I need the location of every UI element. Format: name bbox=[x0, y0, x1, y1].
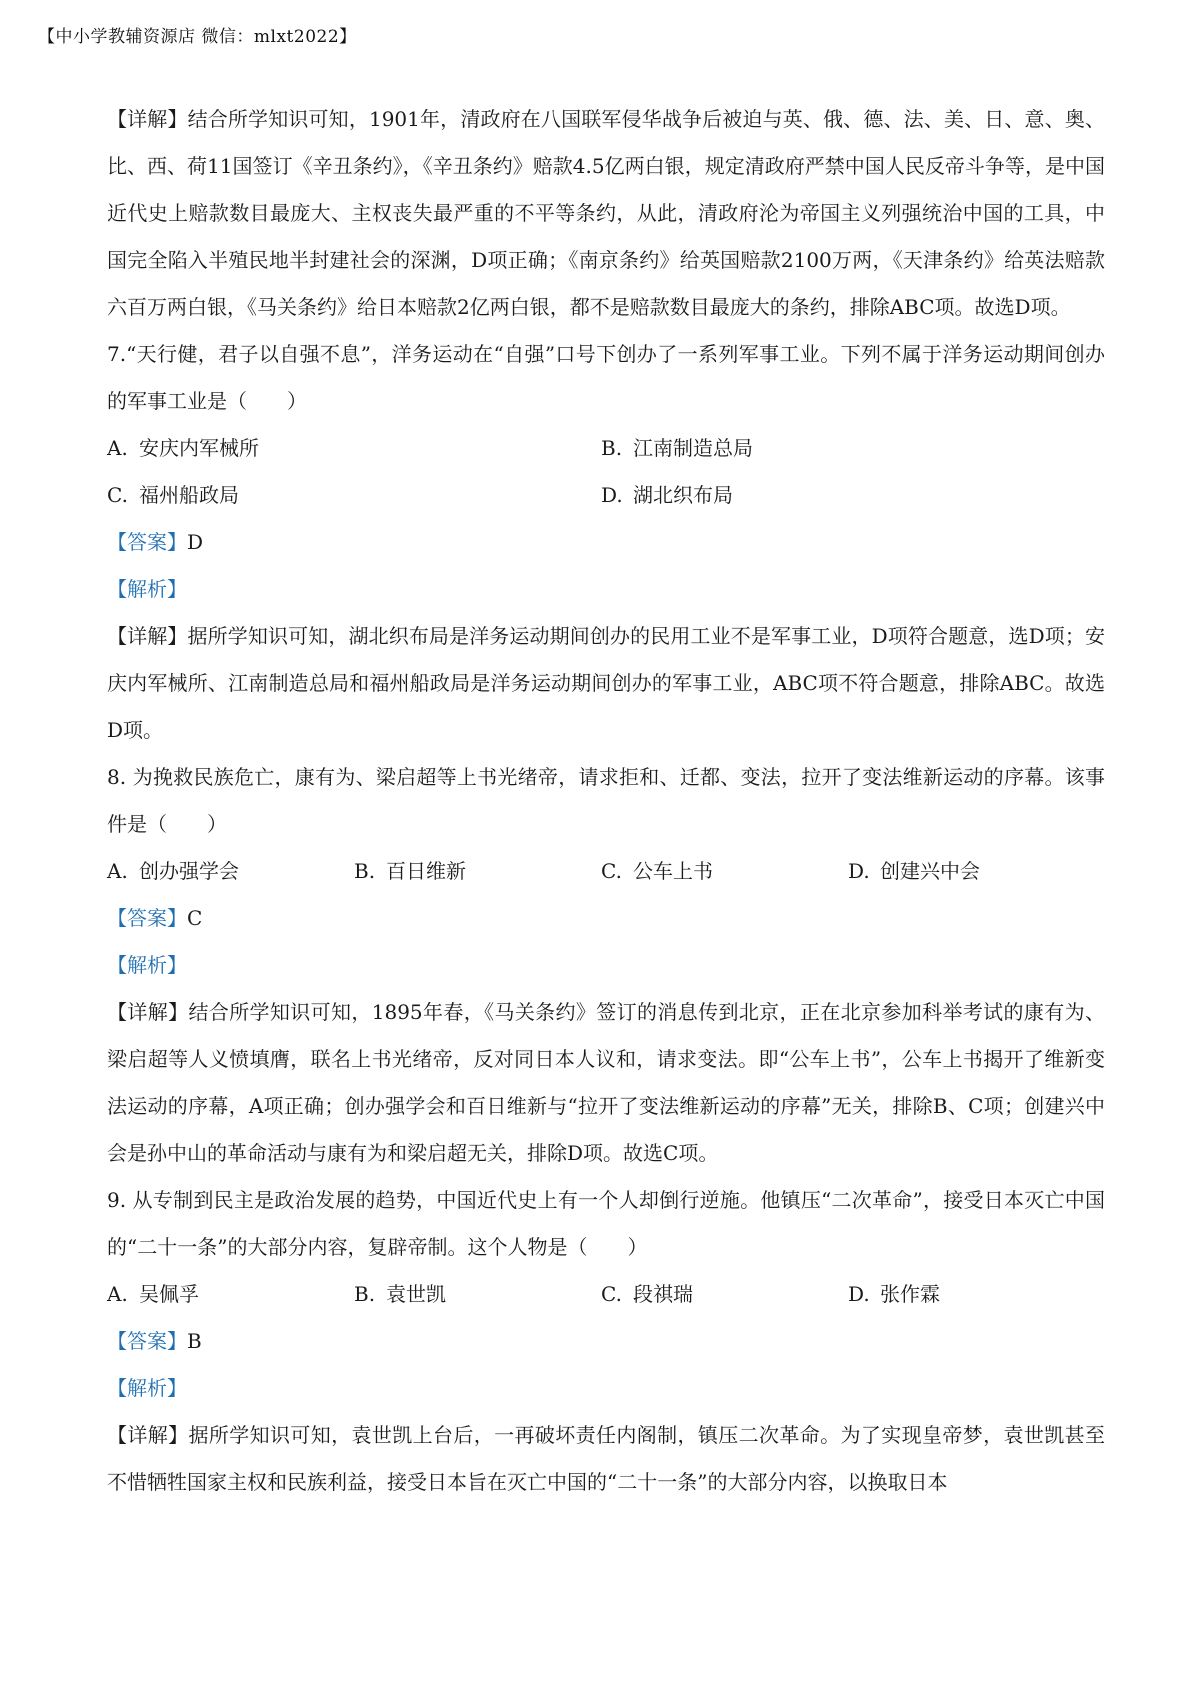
detail-tag: 【详解】 bbox=[107, 624, 188, 648]
option-text: 江南制造总局 bbox=[633, 436, 753, 460]
q8-option-d bbox=[848, 848, 1095, 895]
option-text: 湖北织布局 bbox=[633, 483, 733, 507]
detail-tag: 【详解】 bbox=[107, 1423, 189, 1447]
q9-detail bbox=[107, 1412, 1105, 1506]
option-letter: C. bbox=[107, 483, 128, 507]
option-text: 吴佩孚 bbox=[139, 1282, 199, 1306]
detail-text: 据所学知识可知，袁世凯上台后，一再破坏责任内阁制，镇压二次革命。为了实现皇帝梦，袁世凯甚至不惜牺牲国家主权和民族利益，接受日本旨在灭亡中国的“二十一条”的大部分内容，以换取日本 bbox=[107, 1423, 1105, 1494]
option-text: 福州船政局 bbox=[139, 483, 239, 507]
q8-options bbox=[107, 848, 1105, 895]
option-letter: D. bbox=[848, 1282, 870, 1306]
q8-option-a bbox=[107, 848, 354, 895]
option-letter: A. bbox=[107, 436, 128, 460]
option-text: 百日维新 bbox=[386, 859, 466, 883]
option-text: 安庆内军械所 bbox=[139, 436, 259, 460]
q8-detail bbox=[107, 989, 1105, 1177]
option-letter: D. bbox=[601, 483, 623, 507]
detail-tag: 【详解】 bbox=[107, 107, 188, 131]
option-letter: D. bbox=[848, 859, 870, 883]
answer-tag: 【答案】 bbox=[107, 530, 187, 554]
q9-option-c bbox=[601, 1271, 848, 1318]
q7-analysis-tag: 【解析】 bbox=[107, 577, 187, 601]
q9-option-a bbox=[107, 1271, 354, 1318]
q8-option-c bbox=[601, 848, 848, 895]
q7-detail bbox=[107, 613, 1105, 754]
option-letter: B. bbox=[354, 859, 376, 883]
option-letter: A. bbox=[107, 859, 128, 883]
q7-answer bbox=[107, 519, 1105, 566]
option-letter: B. bbox=[601, 436, 623, 460]
q7-option-c bbox=[107, 472, 601, 519]
q8-answer bbox=[107, 895, 1105, 942]
detail-text: 结合所学知识可知，1901年，清政府在八国联军侵华战争后被迫与英、俄、德、法、美、日、意、奥、比、西、荷11国签订《辛丑条约》，《辛丑条约》赔款4.5亿两白银，规定清政府严禁中国人民反帝斗争等，是中国近代史上赔款数目最庞大、主权丧失最严重的不平等条约，从此，清政府沦为帝国主义列强统治中国的工具，中国完全陷入半殖民地半封建社会的深渊，D项正确；《南京条约》给英国赔款2100万两，《天津条约》给英法赔款六百万两白银，《马关条约》给日本赔款2亿两白银，都不是赔款数目最庞大的条约，排除ABC项。故选D项。 bbox=[107, 107, 1105, 319]
answer-value: D bbox=[187, 530, 204, 554]
q8-analysis-tag: 【解析】 bbox=[107, 953, 187, 977]
option-text: 公车上书 bbox=[633, 859, 713, 883]
q6-detail bbox=[107, 96, 1105, 331]
page-header-watermark: 【中小学教辅资源店 微信：mlxt2022】 bbox=[38, 27, 357, 47]
detail-text: 结合所学知识可知，1895年春，《马关条约》签订的消息传到北京，正在北京参加科举考试的康有为、梁启超等人义愤填膺，联名上书光绪帝，反对同日本人议和，请求变法。即“公车上书”，公车上书揭开了维新变法运动的序幕，A项正确；创办强学会和百日维新与“拉开了变法维新运动的序幕”无关，排除B、C项；创建兴中会是孙中山的革命活动与康有为和梁启超无关，排除D项。故选C项。 bbox=[107, 1000, 1106, 1165]
q8-stem: 8. 为挽救民族危亡，康有为、梁启超等上书光绪帝，请求拒和、迁都、变法，拉开了变法维新运动的序幕。该事件是（ ） bbox=[107, 765, 1105, 836]
q7-option-b bbox=[601, 425, 1095, 472]
option-letter: C. bbox=[601, 1282, 622, 1306]
option-text: 创建兴中会 bbox=[880, 859, 980, 883]
answer-tag: 【答案】 bbox=[107, 1329, 187, 1353]
option-text: 段祺瑞 bbox=[633, 1282, 693, 1306]
document-body bbox=[107, 96, 1105, 1506]
detail-text: 据所学知识可知，湖北织布局是洋务运动期间创办的民用工业不是军事工业，D项符合题意，选D项；安庆内军械所、江南制造总局和福州船政局是洋务运动期间创办的军事工业，ABC项不符合题意，排除ABC。故选D项。 bbox=[107, 624, 1105, 742]
answer-value: C bbox=[187, 906, 203, 930]
option-text: 袁世凯 bbox=[386, 1282, 446, 1306]
q9-option-b bbox=[354, 1271, 601, 1318]
option-text: 张作霖 bbox=[880, 1282, 940, 1306]
answer-value: B bbox=[187, 1329, 202, 1353]
q9-options bbox=[107, 1271, 1105, 1318]
q9-stem: 9. 从专制到民主是政治发展的趋势，中国近代史上有一个人却倒行逆施。他镇压“二次革命”，接受日本灭亡中国的“二十一条”的大部分内容，复辟帝制。这个人物是（ ） bbox=[107, 1188, 1105, 1259]
q8-option-b bbox=[354, 848, 601, 895]
option-text: 创办强学会 bbox=[139, 859, 239, 883]
q7-stem: 7.“天行健，君子以自强不息”，洋务运动在“自强”口号下创办了一系列军事工业。下列不属于洋务运动期间创办的军事工业是（ ） bbox=[107, 342, 1105, 413]
option-letter: B. bbox=[354, 1282, 376, 1306]
q7-options bbox=[107, 425, 1105, 519]
option-letter: C. bbox=[601, 859, 622, 883]
q7-option-a bbox=[107, 425, 601, 472]
q9-option-d bbox=[848, 1271, 1095, 1318]
option-letter: A. bbox=[107, 1282, 128, 1306]
q7-option-d bbox=[601, 472, 1095, 519]
q9-answer bbox=[107, 1318, 1105, 1365]
detail-tag: 【详解】 bbox=[107, 1000, 189, 1024]
answer-tag: 【答案】 bbox=[107, 906, 187, 930]
q9-analysis-tag: 【解析】 bbox=[107, 1376, 187, 1400]
